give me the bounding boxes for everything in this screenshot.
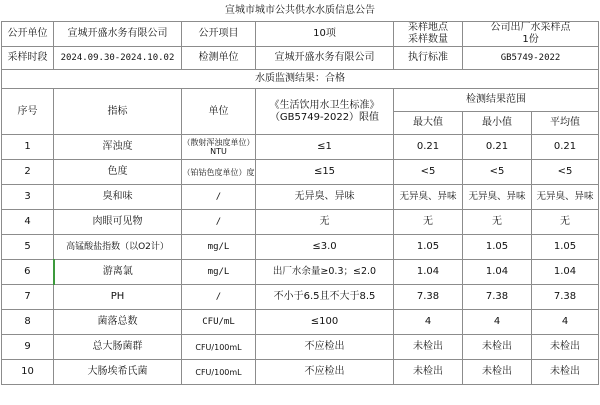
sample-label bbox=[394, 22, 463, 47]
cell-indicator: 高锰酸盐指数（以O2计） bbox=[54, 235, 182, 260]
header-indicator: 指标 bbox=[54, 89, 182, 135]
cell-avg: 1.05 bbox=[532, 235, 599, 260]
cell-unit: （散射浑浊度单位）NTU bbox=[182, 135, 256, 160]
table-row bbox=[2, 210, 599, 235]
cell-seq: 9 bbox=[2, 335, 54, 360]
cell-min: <5 bbox=[463, 160, 532, 185]
cell-seq: 6 bbox=[2, 260, 54, 285]
cell-min: 4 bbox=[463, 310, 532, 335]
items-label: 公开项目 bbox=[182, 22, 256, 47]
cell-unit: CFU/mL bbox=[182, 310, 256, 335]
cell-limit: 不应检出 bbox=[256, 360, 394, 385]
header-limit-text: 《生活饮用水卫生标准》 （GB5749-2022）限值 bbox=[269, 99, 380, 123]
cell-seq: 7 bbox=[2, 285, 54, 310]
table-row bbox=[2, 260, 599, 285]
cell-avg: 0.21 bbox=[532, 135, 599, 160]
sample-label-text: 采样地点 采样数量 bbox=[408, 22, 448, 45]
cell-avg: 未检出 bbox=[532, 360, 599, 385]
cell-limit: 不应检出 bbox=[256, 335, 394, 360]
table-row bbox=[2, 335, 599, 360]
standard-value: GB5749-2022 bbox=[463, 47, 599, 70]
cell-max: 0.21 bbox=[394, 135, 463, 160]
org-value: 宣城开盛水务有限公司 bbox=[54, 22, 182, 47]
cell-unit: CFU/100mL bbox=[182, 360, 256, 385]
header-unit: 单位 bbox=[182, 89, 256, 135]
cell-avg: 4 bbox=[532, 310, 599, 335]
cell-unit: CFU/100mL bbox=[182, 335, 256, 360]
cell-unit: mg/L bbox=[182, 235, 256, 260]
header-min: 最小值 bbox=[463, 112, 532, 135]
cell-seq: 2 bbox=[2, 160, 54, 185]
table-row bbox=[2, 360, 599, 385]
cell-limit: ≤1 bbox=[256, 135, 394, 160]
test-org-label: 检测单位 bbox=[182, 47, 256, 70]
cell-avg: 未检出 bbox=[532, 335, 599, 360]
cell-limit: 无异臭、异味 bbox=[256, 185, 394, 210]
cell-indicator: 色度 bbox=[54, 160, 182, 185]
cell-limit: 出厂水余量≥0.3；≤2.0 bbox=[256, 260, 394, 285]
cell-min: 无 bbox=[463, 210, 532, 235]
water-quality-table bbox=[1, 0, 599, 385]
cell-max: 未检出 bbox=[394, 335, 463, 360]
cell-indicator: 臭和味 bbox=[54, 185, 182, 210]
test-org-value: 宣城开盛水务有限公司 bbox=[256, 47, 394, 70]
cell-max: 无异臭、异味 bbox=[394, 185, 463, 210]
cell-min: 未检出 bbox=[463, 360, 532, 385]
cell-seq: 5 bbox=[2, 235, 54, 260]
org-label: 公开单位 bbox=[2, 22, 54, 47]
table-body bbox=[2, 135, 599, 385]
cell-max: 4 bbox=[394, 310, 463, 335]
cell-indicator: 菌落总数 bbox=[54, 310, 182, 335]
cell-max: 1.05 bbox=[394, 235, 463, 260]
table-row bbox=[2, 160, 599, 185]
cell-min: 无异臭、异味 bbox=[463, 185, 532, 210]
table-row bbox=[2, 310, 599, 335]
table-row bbox=[2, 235, 599, 260]
standard-label: 执行标准 bbox=[394, 47, 463, 70]
cell-max: 无 bbox=[394, 210, 463, 235]
cell-min: 0.21 bbox=[463, 135, 532, 160]
cell-limit: 不小于6.5且不大于8.5 bbox=[256, 285, 394, 310]
cell-seq: 3 bbox=[2, 185, 54, 210]
table-row bbox=[2, 135, 599, 160]
cell-indicator: PH bbox=[54, 285, 182, 310]
cell-avg: 1.04 bbox=[532, 260, 599, 285]
cell-max: 未检出 bbox=[394, 360, 463, 385]
cell-seq: 8 bbox=[2, 310, 54, 335]
cell-unit: （铂钴色度单位）度 bbox=[182, 160, 256, 185]
cell-indicator: 总大肠菌群 bbox=[54, 335, 182, 360]
cell-limit: ≤100 bbox=[256, 310, 394, 335]
period-value: 2024.09.30-2024.10.02 bbox=[54, 47, 182, 70]
cell-max: 7.38 bbox=[394, 285, 463, 310]
header-avg: 平均值 bbox=[532, 112, 599, 135]
items-value: 10项 bbox=[256, 22, 394, 47]
cell-indicator: 浑浊度 bbox=[54, 135, 182, 160]
cell-min: 1.04 bbox=[463, 260, 532, 285]
cell-unit: / bbox=[182, 210, 256, 235]
cell-avg: 无 bbox=[532, 210, 599, 235]
cell-max: 1.04 bbox=[394, 260, 463, 285]
result-summary: 水质监测结果：合格 bbox=[2, 70, 599, 89]
header-limit bbox=[256, 89, 394, 135]
page-title: 宣城市城市公共供水水质信息公告 bbox=[2, 0, 599, 22]
sample-value-text: 公司出厂水采样点 1份 bbox=[490, 22, 571, 45]
cell-seq: 10 bbox=[2, 360, 54, 385]
header-seq: 序号 bbox=[2, 89, 54, 135]
cell-min: 1.05 bbox=[463, 235, 532, 260]
cell-indicator: 肉眼可见物 bbox=[54, 210, 182, 235]
cell-seq: 4 bbox=[2, 210, 54, 235]
table-row bbox=[2, 285, 599, 310]
cell-limit: ≤15 bbox=[256, 160, 394, 185]
cell-indicator: 游离氯 bbox=[54, 260, 182, 285]
cell-unit: mg/L bbox=[182, 260, 256, 285]
cell-min: 未检出 bbox=[463, 335, 532, 360]
cell-avg: 无异臭、异味 bbox=[532, 185, 599, 210]
header-range: 检测结果范围 bbox=[394, 89, 599, 112]
cell-avg: <5 bbox=[532, 160, 599, 185]
cell-unit: / bbox=[182, 285, 256, 310]
cell-limit: ≤3.0 bbox=[256, 235, 394, 260]
cell-indicator: 大肠埃希氏菌 bbox=[54, 360, 182, 385]
header-max: 最大值 bbox=[394, 112, 463, 135]
cell-avg: 7.38 bbox=[532, 285, 599, 310]
cell-max: <5 bbox=[394, 160, 463, 185]
cell-min: 7.38 bbox=[463, 285, 532, 310]
cell-unit: / bbox=[182, 185, 256, 210]
period-label: 采样时段 bbox=[2, 47, 54, 70]
table-row bbox=[2, 185, 599, 210]
cell-limit: 无 bbox=[256, 210, 394, 235]
cell-seq: 1 bbox=[2, 135, 54, 160]
sample-value bbox=[463, 22, 599, 47]
